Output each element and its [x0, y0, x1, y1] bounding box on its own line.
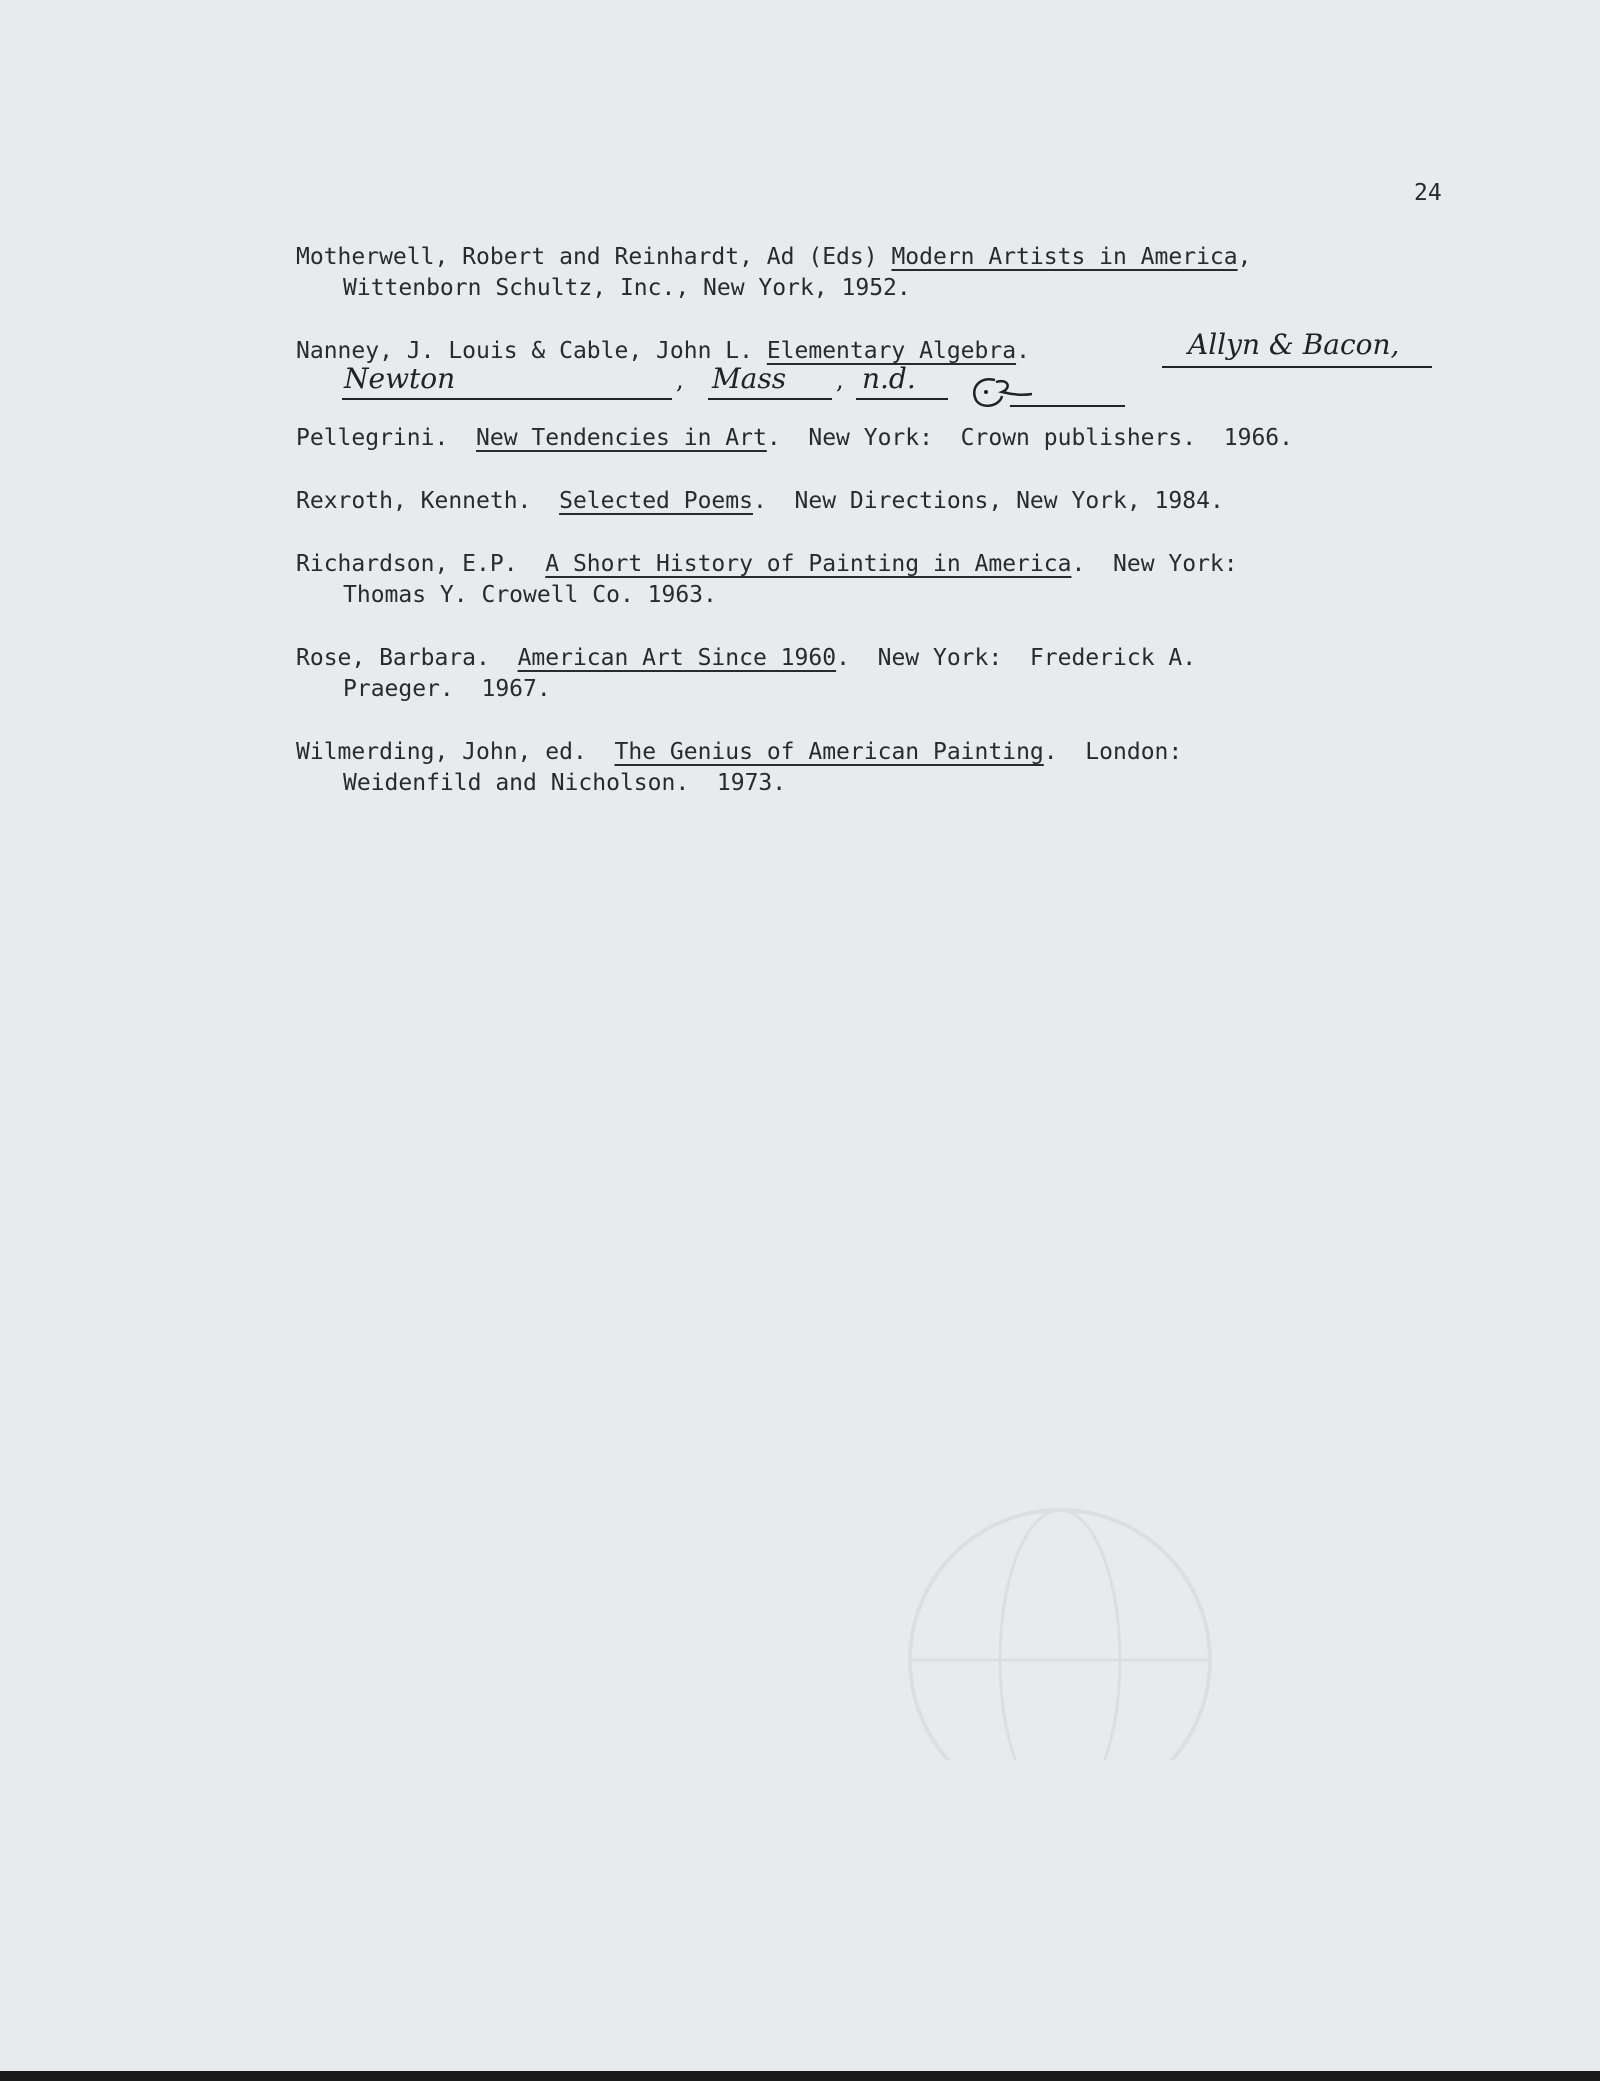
- underline: [856, 398, 948, 400]
- entry-title: Selected Poems: [559, 488, 753, 514]
- handwritten-city: Newton: [344, 362, 456, 395]
- entry-title: The Genius of American Painting: [614, 739, 1044, 765]
- underline: [342, 398, 672, 400]
- bibliography-entry: Motherwell, Robert and Reinhardt, Ad (Eds) Modern Artists in America, Wittenborn Schultz, Inc., New York, 1952.: [296, 244, 1252, 301]
- entry-title: New Tendencies in Art: [476, 425, 767, 451]
- entry-title: A Short History of Painting in America: [545, 551, 1072, 577]
- page-number: 24: [1414, 180, 1442, 206]
- handwritten-date: n.d.: [862, 362, 916, 395]
- handwritten-initials-icon: [950, 366, 1130, 416]
- entry-title: Elementary Algebra: [766, 338, 1017, 364]
- entry-title: Modern Artists in America: [891, 244, 1238, 270]
- comma: ,: [836, 366, 844, 394]
- comma: ,: [676, 366, 684, 394]
- underline: [708, 398, 832, 400]
- bibliography-entry: Richardson, E.P. A Short History of Painting in America. New York: Thomas Y. Crowell Co. 1963.: [296, 551, 1238, 608]
- bibliography-entry: Wilmerding, John, ed. The Genius of American Painting. London: Weidenfild and Nicholson. 1973.: [296, 739, 1183, 796]
- handwritten-publisher: Allyn & Bacon,: [1188, 328, 1400, 361]
- bibliography-entry: Pellegrini. New Tendencies in Art. New York: Crown publishers. 1966.: [296, 425, 1294, 451]
- entry-title: American Art Since 1960: [517, 645, 837, 671]
- bibliography-entry: Rexroth, Kenneth. Selected Poems. New Directions, New York, 1984.: [296, 488, 1224, 514]
- globe-watermark-icon: [760, 1440, 1240, 1760]
- underline: [1162, 366, 1432, 368]
- scan-bottom-edge: [0, 2071, 1600, 2081]
- handwritten-state: Mass: [712, 362, 787, 395]
- bibliography-entry: Nanney, J. Louis & Cable, John L. Elementary Algebra.: [296, 338, 1030, 364]
- bibliography-entry: Rose, Barbara. American Art Since 1960. New York: Frederick A. Praeger. 1967.: [296, 645, 1197, 702]
